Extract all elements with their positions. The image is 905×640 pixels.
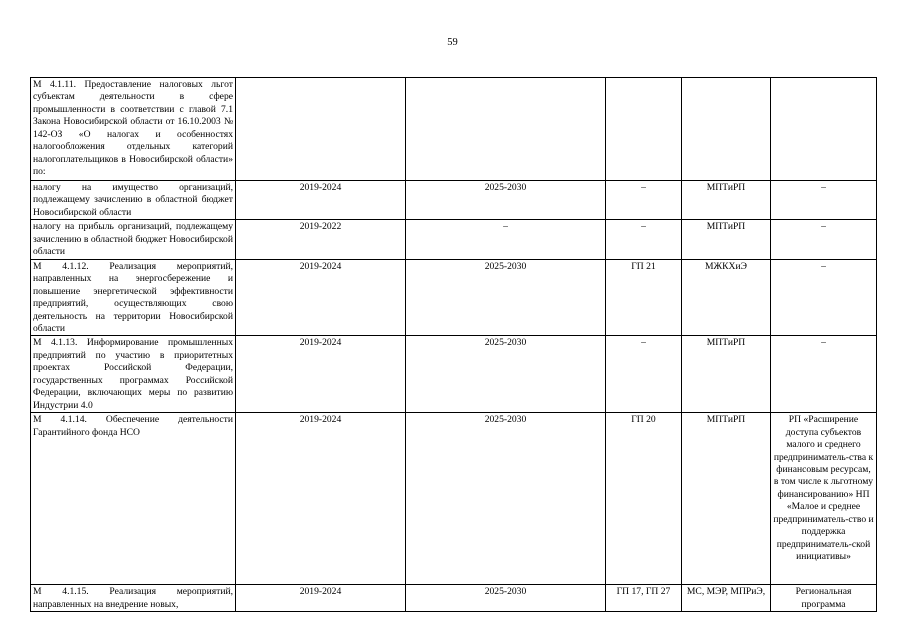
period-first: 2019-2024	[236, 336, 406, 413]
measure-description: М 4.1.15. Реализация мероприятий, направленных на внедрение новых,	[31, 585, 236, 612]
period-first: 2019-2024	[236, 585, 406, 612]
measure-description: М 4.1.12. Реализация мероприятий, направленных на энергосбережение и повышение энергетической эффективности предприятий, осуществляющих свою деятельность на территории Новосибирской области	[31, 259, 236, 336]
period-first	[236, 78, 406, 181]
page-number: 59	[447, 37, 458, 48]
measures-table	[30, 77, 877, 612]
period-second: –	[406, 220, 606, 259]
measure-description: налогу на имущество организаций, подлежащему зачислению в областной бюджет Новосибирской области	[31, 181, 236, 220]
period-second: 2025-2030	[406, 413, 606, 585]
program-ref: –	[606, 220, 682, 259]
table-row	[31, 413, 877, 585]
period-second: 2025-2030	[406, 259, 606, 336]
period-first: 2019-2024	[236, 181, 406, 220]
table-row	[31, 78, 877, 181]
project-ref: –	[771, 336, 877, 413]
period-second: 2025-2030	[406, 181, 606, 220]
executor: МПТиРП	[682, 181, 771, 220]
measure-description: М 4.1.14. Обеспечение деятельности Гарантийного фонда НСО	[31, 413, 236, 585]
project-ref: –	[771, 259, 877, 336]
executor: МПТиРП	[682, 413, 771, 585]
program-ref: ГП 17, ГП 27	[606, 585, 682, 612]
measure-description: М 4.1.13. Информирование промышленных предприятий по участию в приоритетных проектах Российской Федерации, государственных программах Российской Федерации, включающих меры по развитию Индустрии 4.0	[31, 336, 236, 413]
table-row	[31, 220, 877, 259]
project-ref: Региональная программа	[771, 585, 877, 612]
project-ref: –	[771, 181, 877, 220]
period-first: 2019-2024	[236, 413, 406, 585]
period-first: 2019-2024	[236, 259, 406, 336]
period-second: 2025-2030	[406, 585, 606, 612]
period-second	[406, 78, 606, 181]
table-row	[31, 585, 877, 612]
executor: МПТиРП	[682, 220, 771, 259]
program-ref: –	[606, 336, 682, 413]
program-ref: –	[606, 181, 682, 220]
measure-description: налогу на прибыль организаций, подлежащему зачислению в областной бюджет Новосибирской области	[31, 220, 236, 259]
executor: МЖКХиЭ	[682, 259, 771, 336]
program-ref: ГП 20	[606, 413, 682, 585]
program-ref	[606, 78, 682, 181]
table-row	[31, 181, 877, 220]
program-ref: ГП 21	[606, 259, 682, 336]
executor: МС, МЭР, МПРиЭ,	[682, 585, 771, 612]
project-ref: РП «Расширение доступа субъектов малого и среднего предприниматель-ства к финансовым ресурсам, в том числе к льготному финансированию» НП «Малое и среднее предприниматель-ство и поддержка предприниматель-ской инициативы»	[771, 413, 877, 585]
project-ref	[771, 78, 877, 181]
table-row	[31, 336, 877, 413]
measure-description: М 4.1.11. Предоставление налоговых льгот субъектам деятельности в сфере промышленности в соответствии с главой 7.1 Закона Новосибирской области от 16.10.2003 № 142-ОЗ «О налогах и особенностях налогообложения отдельных категорий налогоплательщиков в Новосибирской области» по:	[31, 78, 236, 181]
executor: МПТиРП	[682, 336, 771, 413]
period-second: 2025-2030	[406, 336, 606, 413]
executor	[682, 78, 771, 181]
period-first: 2019-2022	[236, 220, 406, 259]
table-row	[31, 259, 877, 336]
project-ref: –	[771, 220, 877, 259]
